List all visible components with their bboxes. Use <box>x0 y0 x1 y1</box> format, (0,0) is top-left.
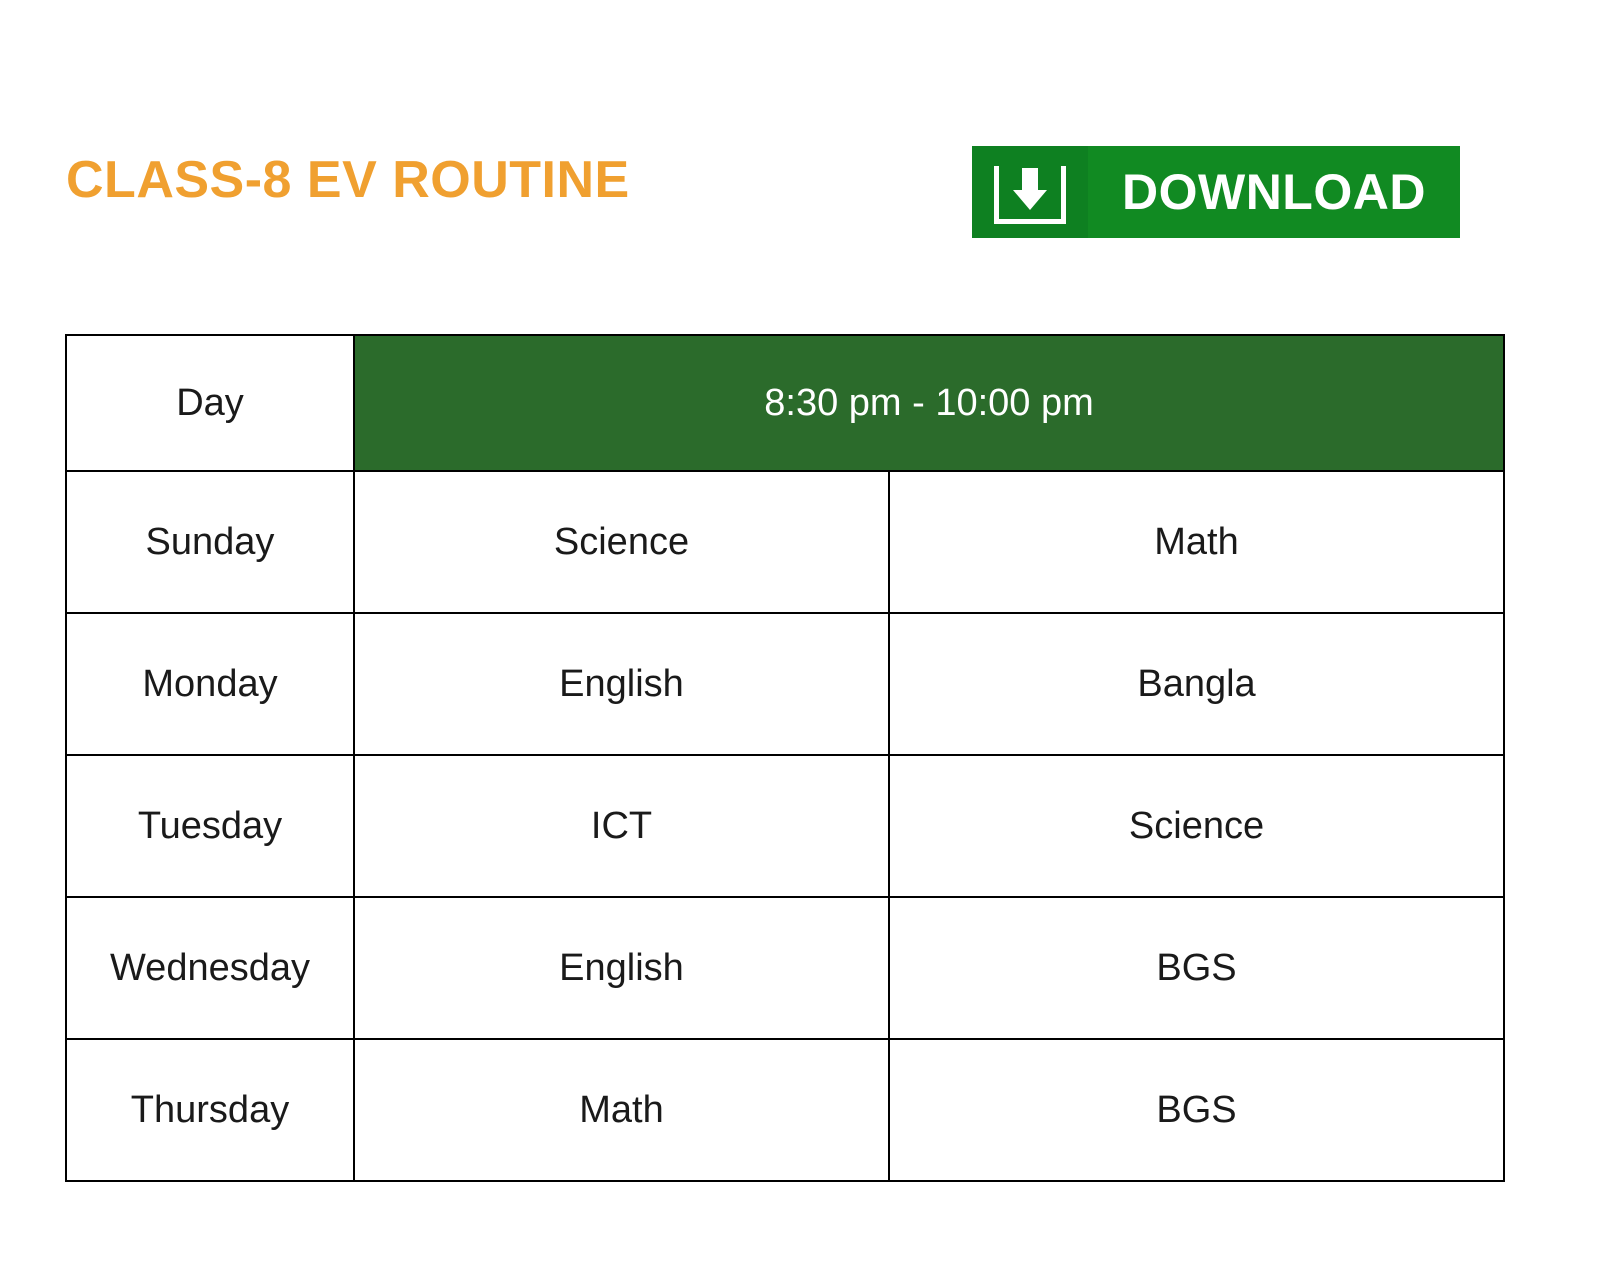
row-subject-a-wednesday: English <box>354 897 889 1039</box>
download-button-label: DOWNLOAD <box>1122 164 1426 220</box>
download-arrow-icon <box>972 146 1088 238</box>
page-title: CLASS-8 EV ROUTINE <box>66 151 630 209</box>
row-day-tuesday: Tuesday <box>66 755 354 897</box>
table-row <box>66 613 1504 755</box>
table-row <box>66 471 1504 613</box>
row-subject-b-wednesday: BGS <box>889 897 1504 1039</box>
table-row <box>66 1039 1504 1181</box>
row-subject-b-thursday: BGS <box>889 1039 1504 1181</box>
header-time-slot-cell: 8:30 pm - 10:00 pm <box>354 335 1504 471</box>
table-row <box>66 755 1504 897</box>
page-header <box>0 148 1600 248</box>
download-label-container[interactable] <box>1088 146 1460 238</box>
row-subject-a-tuesday: ICT <box>354 755 889 897</box>
routine-table <box>65 334 1505 1182</box>
table-row <box>66 897 1504 1039</box>
row-subject-b-tuesday: Science <box>889 755 1504 897</box>
row-subject-b-sunday: Math <box>889 471 1504 613</box>
row-subject-a-monday: English <box>354 613 889 755</box>
header-day-cell: Day <box>66 335 354 471</box>
download-button[interactable] <box>972 146 1460 238</box>
row-subject-a-sunday: Science <box>354 471 889 613</box>
row-subject-a-thursday: Math <box>354 1039 889 1181</box>
table-header-row <box>66 335 1504 471</box>
row-day-monday: Monday <box>66 613 354 755</box>
row-day-sunday: Sunday <box>66 471 354 613</box>
row-subject-b-monday: Bangla <box>889 613 1504 755</box>
row-day-wednesday: Wednesday <box>66 897 354 1039</box>
row-day-thursday: Thursday <box>66 1039 354 1181</box>
